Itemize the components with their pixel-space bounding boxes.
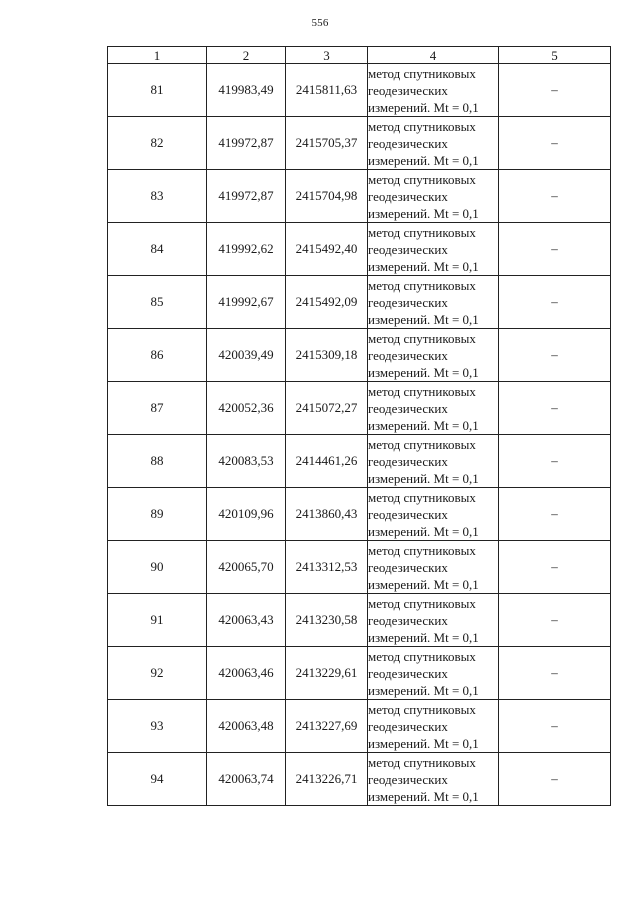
method-line: измерений. Mt = 0,1	[368, 258, 479, 274]
method-line: измерений. Mt = 0,1	[368, 205, 479, 221]
table-body	[108, 64, 611, 806]
method-line: метод спутниковых	[368, 330, 476, 346]
table-row	[108, 488, 611, 541]
method-line: геодезических	[368, 135, 448, 151]
table-row	[108, 276, 611, 329]
method-line: геодезических	[368, 82, 448, 98]
x-coordinate-cell: 420063,74	[207, 753, 286, 806]
method-line: геодезических	[368, 347, 448, 363]
method-cell	[368, 700, 499, 753]
table-row	[108, 753, 611, 806]
method-line: измерений. Mt = 0,1	[368, 735, 479, 751]
table-row	[108, 435, 611, 488]
column-5-cell: –	[499, 117, 611, 170]
y-coordinate-cell: 2415811,63	[286, 64, 368, 117]
x-coordinate-cell: 420039,49	[207, 329, 286, 382]
y-coordinate-cell: 2415492,40	[286, 223, 368, 276]
table-row	[108, 117, 611, 170]
table-row	[108, 594, 611, 647]
point-number-cell: 82	[108, 117, 207, 170]
y-coordinate-cell: 2415072,27	[286, 382, 368, 435]
column-5-cell: –	[499, 435, 611, 488]
method-line: метод спутниковых	[368, 436, 476, 452]
column-5-cell: –	[499, 647, 611, 700]
method-line: измерений. Mt = 0,1	[368, 682, 479, 698]
method-line: метод спутниковых	[368, 542, 476, 558]
method-line: метод спутниковых	[368, 171, 476, 187]
column-header-5: 5	[499, 47, 611, 64]
method-line: геодезических	[368, 400, 448, 416]
method-line: измерений. Mt = 0,1	[368, 470, 479, 486]
y-coordinate-cell: 2413312,53	[286, 541, 368, 594]
table-row	[108, 700, 611, 753]
column-5-cell: –	[499, 382, 611, 435]
y-coordinate-cell: 2413860,43	[286, 488, 368, 541]
y-coordinate-cell: 2413230,58	[286, 594, 368, 647]
y-coordinate-cell: 2413227,69	[286, 700, 368, 753]
method-line: геодезических	[368, 188, 448, 204]
method-cell	[368, 117, 499, 170]
method-cell	[368, 488, 499, 541]
method-line: метод спутниковых	[368, 277, 476, 293]
method-line: метод спутниковых	[368, 648, 476, 664]
page-number: 556	[311, 17, 329, 29]
method-line: метод спутниковых	[368, 118, 476, 134]
table-row	[108, 329, 611, 382]
method-line: измерений. Mt = 0,1	[368, 311, 479, 327]
column-header-3: 3	[286, 47, 368, 64]
column-5-cell: –	[499, 223, 611, 276]
point-number-cell: 89	[108, 488, 207, 541]
column-header-2: 2	[207, 47, 286, 64]
y-coordinate-cell: 2415492,09	[286, 276, 368, 329]
point-number-cell: 93	[108, 700, 207, 753]
y-coordinate-cell: 2415705,37	[286, 117, 368, 170]
method-line: метод спутниковых	[368, 65, 476, 81]
method-line: геодезических	[368, 612, 448, 628]
method-cell	[368, 170, 499, 223]
x-coordinate-cell: 420052,36	[207, 382, 286, 435]
point-number-cell: 94	[108, 753, 207, 806]
method-cell	[368, 382, 499, 435]
method-line: измерений. Mt = 0,1	[368, 364, 479, 380]
method-line: измерений. Mt = 0,1	[368, 152, 479, 168]
table-row	[108, 170, 611, 223]
point-number-cell: 83	[108, 170, 207, 223]
method-line: геодезических	[368, 771, 448, 787]
x-coordinate-cell: 419972,87	[207, 117, 286, 170]
method-line: метод спутниковых	[368, 489, 476, 505]
point-number-cell: 85	[108, 276, 207, 329]
method-cell	[368, 541, 499, 594]
method-line: измерений. Mt = 0,1	[368, 417, 479, 433]
method-line: геодезических	[368, 453, 448, 469]
method-line: метод спутниковых	[368, 224, 476, 240]
x-coordinate-cell: 419992,62	[207, 223, 286, 276]
method-cell	[368, 594, 499, 647]
column-5-cell: –	[499, 276, 611, 329]
coordinates-table	[107, 46, 611, 806]
method-line: геодезических	[368, 241, 448, 257]
method-line: метод спутниковых	[368, 754, 476, 770]
table-row	[108, 382, 611, 435]
method-line: измерений. Mt = 0,1	[368, 629, 479, 645]
column-header-1: 1	[108, 47, 207, 64]
x-coordinate-cell: 420063,43	[207, 594, 286, 647]
y-coordinate-cell: 2415704,98	[286, 170, 368, 223]
column-5-cell: –	[499, 329, 611, 382]
point-number-cell: 88	[108, 435, 207, 488]
table-header	[108, 47, 611, 64]
y-coordinate-cell: 2413229,61	[286, 647, 368, 700]
x-coordinate-cell: 420063,48	[207, 700, 286, 753]
table-row	[108, 541, 611, 594]
header-row	[108, 47, 611, 64]
method-line: геодезических	[368, 559, 448, 575]
x-coordinate-cell: 419983,49	[207, 64, 286, 117]
method-line: геодезических	[368, 718, 448, 734]
x-coordinate-cell: 420083,53	[207, 435, 286, 488]
method-line: измерений. Mt = 0,1	[368, 788, 479, 804]
column-5-cell: –	[499, 594, 611, 647]
column-5-cell: –	[499, 170, 611, 223]
x-coordinate-cell: 420109,96	[207, 488, 286, 541]
method-line: метод спутниковых	[368, 701, 476, 717]
method-line: измерений. Mt = 0,1	[368, 523, 479, 539]
point-number-cell: 87	[108, 382, 207, 435]
method-cell	[368, 223, 499, 276]
method-line: геодезических	[368, 294, 448, 310]
y-coordinate-cell: 2413226,71	[286, 753, 368, 806]
point-number-cell: 91	[108, 594, 207, 647]
x-coordinate-cell: 420063,46	[207, 647, 286, 700]
column-5-cell: –	[499, 64, 611, 117]
point-number-cell: 86	[108, 329, 207, 382]
point-number-cell: 84	[108, 223, 207, 276]
y-coordinate-cell: 2415309,18	[286, 329, 368, 382]
method-cell	[368, 64, 499, 117]
x-coordinate-cell: 419972,87	[207, 170, 286, 223]
method-line: метод спутниковых	[368, 595, 476, 611]
table-row	[108, 647, 611, 700]
method-cell	[368, 435, 499, 488]
method-cell	[368, 276, 499, 329]
method-line: геодезических	[368, 665, 448, 681]
method-cell	[368, 753, 499, 806]
point-number-cell: 81	[108, 64, 207, 117]
table-row	[108, 223, 611, 276]
point-number-cell: 90	[108, 541, 207, 594]
method-cell	[368, 647, 499, 700]
x-coordinate-cell: 419992,67	[207, 276, 286, 329]
y-coordinate-cell: 2414461,26	[286, 435, 368, 488]
method-cell	[368, 329, 499, 382]
x-coordinate-cell: 420065,70	[207, 541, 286, 594]
column-5-cell: –	[499, 541, 611, 594]
point-number-cell: 92	[108, 647, 207, 700]
method-line: метод спутниковых	[368, 383, 476, 399]
column-header-4: 4	[368, 47, 499, 64]
column-5-cell: –	[499, 700, 611, 753]
method-line: измерений. Mt = 0,1	[368, 576, 479, 592]
column-5-cell: –	[499, 488, 611, 541]
method-line: измерений. Mt = 0,1	[368, 99, 479, 115]
method-line: геодезических	[368, 506, 448, 522]
table-row	[108, 64, 611, 117]
column-5-cell: –	[499, 753, 611, 806]
